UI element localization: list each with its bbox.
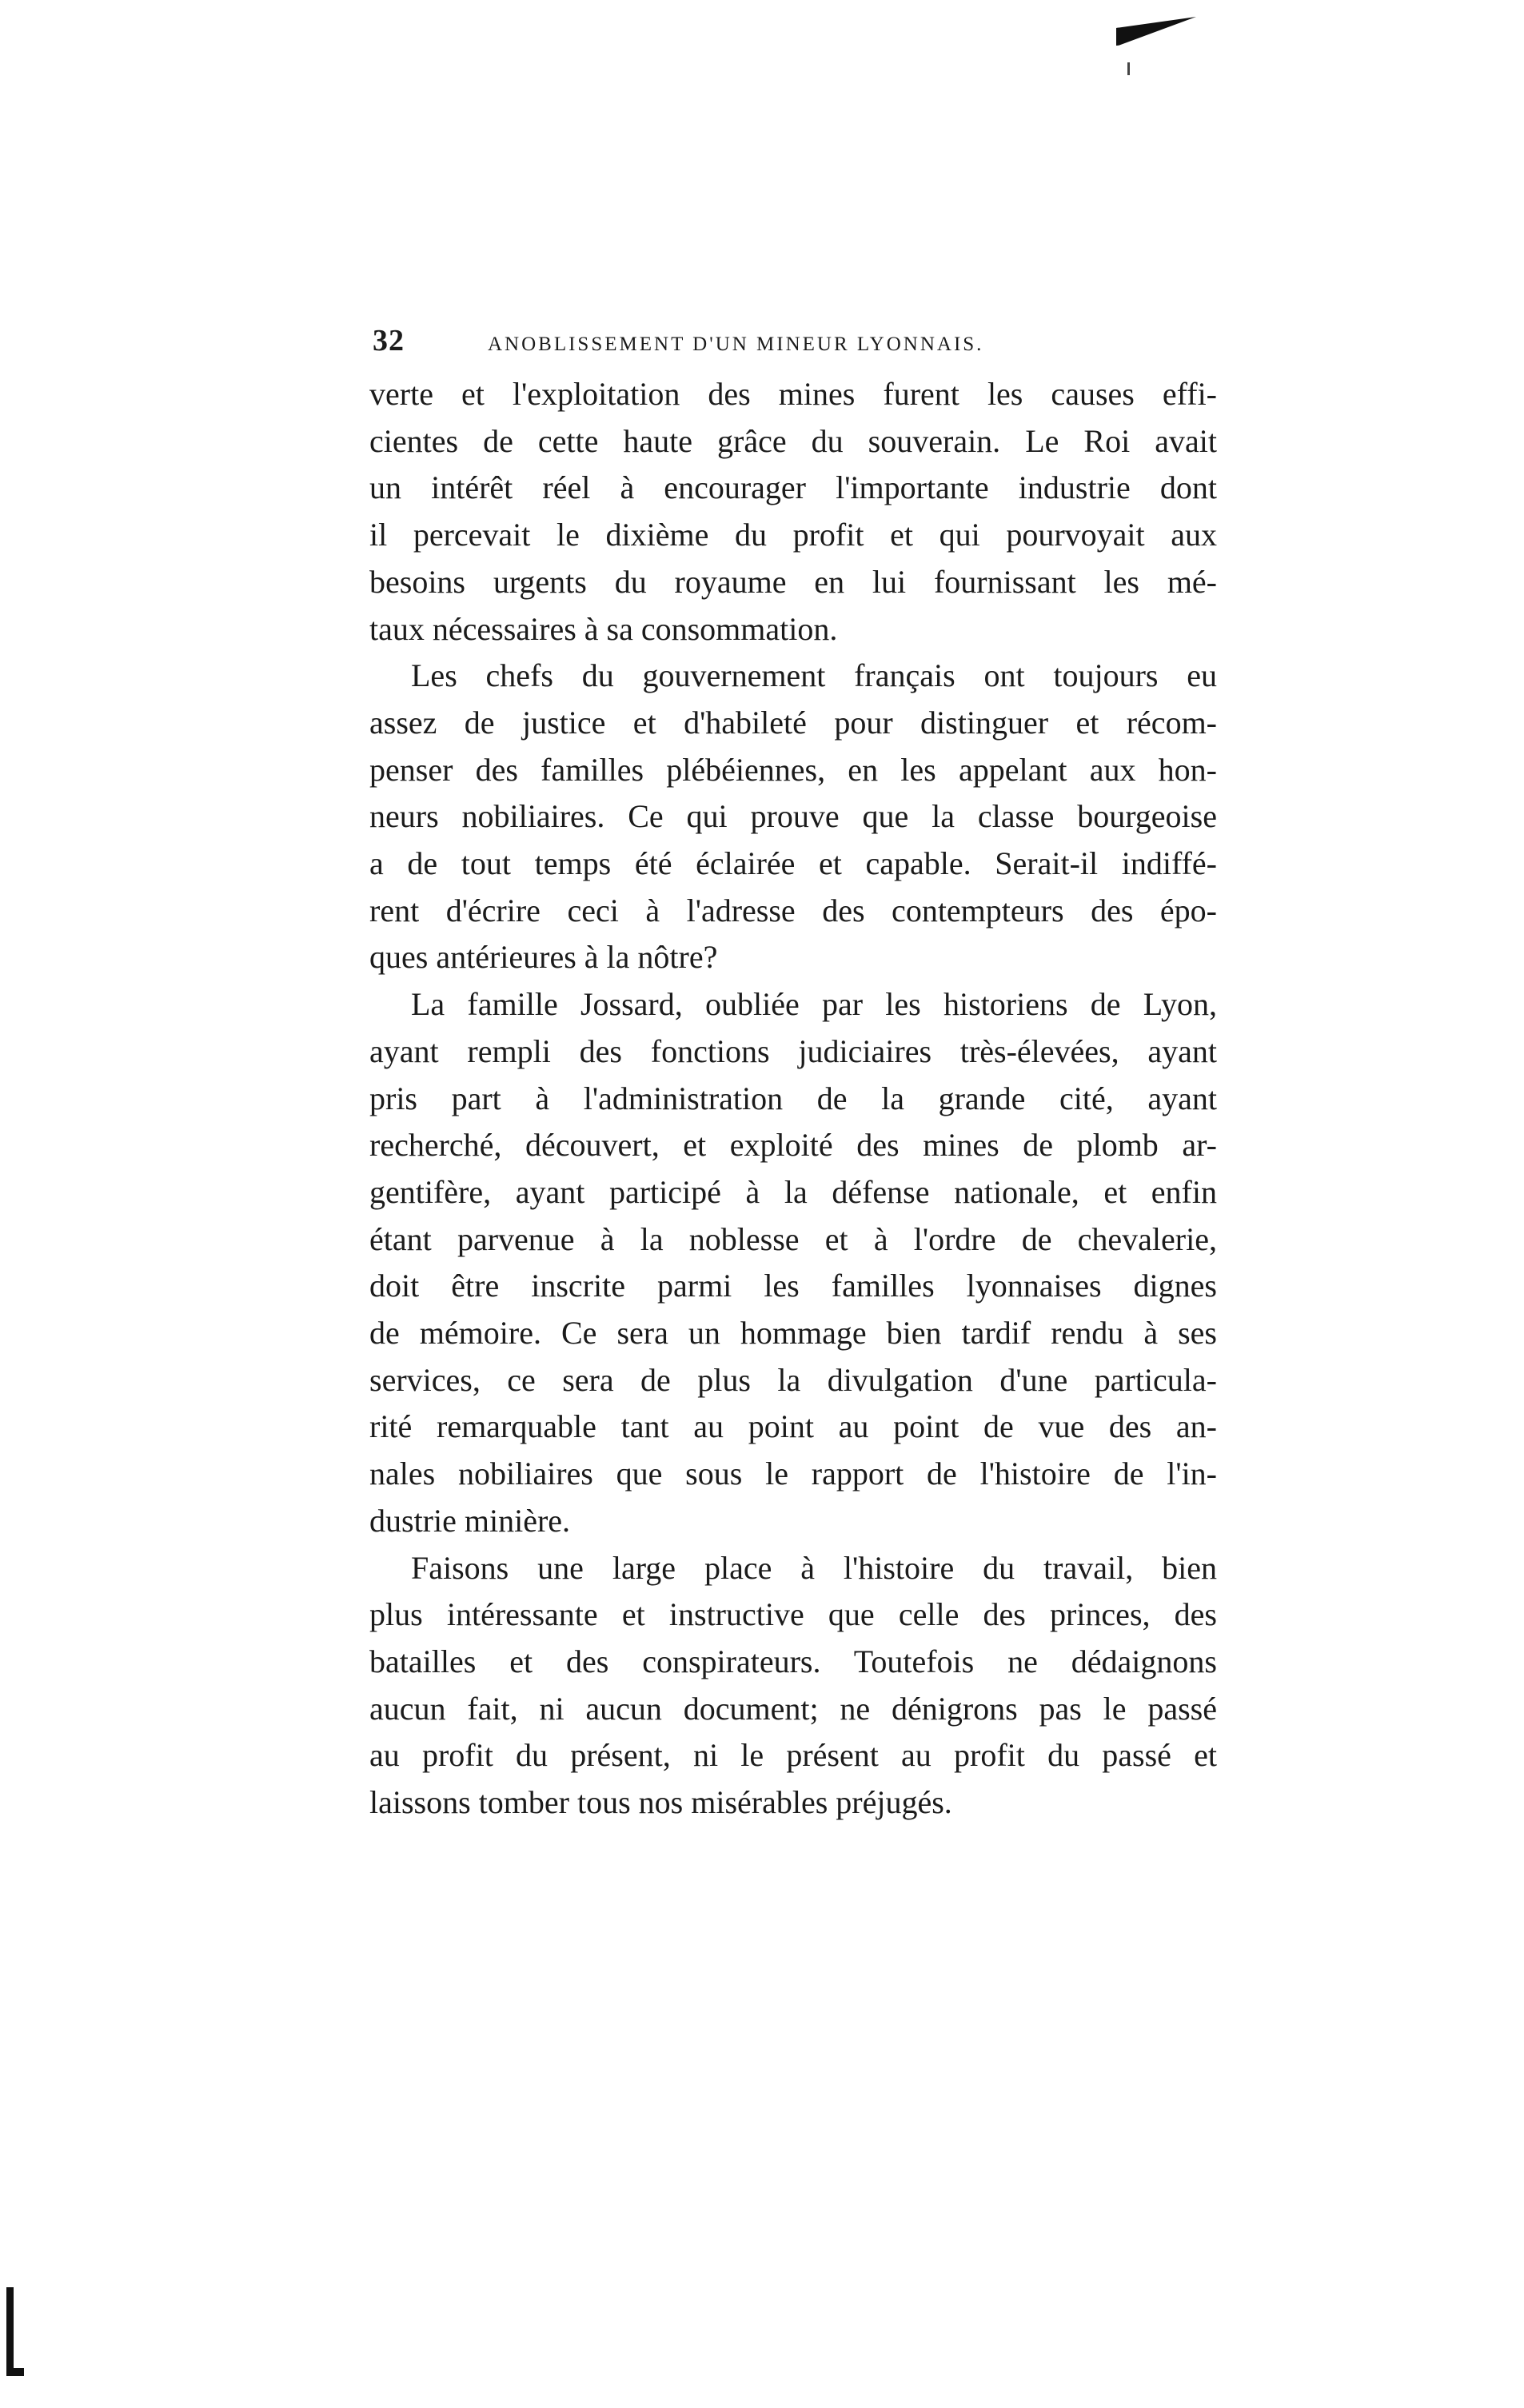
text-line: besoins urgents du royaume en lui fournissant les mé- <box>369 563 1217 600</box>
text-line: neurs nobiliaires. Ce qui prouve que la classe bourgeoise <box>369 798 1217 835</box>
page-header <box>373 323 1220 368</box>
ink-tick-mark <box>1127 62 1130 75</box>
body-text <box>369 371 1217 1827</box>
text-line: aucun fait, ni aucun document; ne dénigrons pas le passé <box>369 1690 1217 1727</box>
text-line: assez de justice et d'habileté pour distinguer et récom- <box>369 704 1217 741</box>
text-line: La famille Jossard, oubliée par les historiens de Lyon, <box>411 986 1217 1023</box>
text-line: recherché, découvert, et exploité des mines de plomb ar- <box>369 1127 1217 1164</box>
running-title: ANOBLISSEMENT D'UN MINEUR LYONNAIS. <box>488 333 984 355</box>
text-line: rité remarquable tant au point au point de vue des an- <box>369 1408 1217 1445</box>
text-line: a de tout temps été éclairée et capable. Serait-il indiffé- <box>369 845 1217 882</box>
text-line: taux nécessaires à sa consommation. <box>369 610 838 647</box>
text-line: ayant rempli des fonctions judiciaires très-élevées, ayant <box>369 1032 1217 1069</box>
text-line: verte et l'exploitation des mines furent les causes effi- <box>369 376 1217 412</box>
text-line: batailles et des conspirateurs. Toutefois ne dédaignons <box>369 1643 1217 1679</box>
text-line: gentifère, ayant participé à la défense nationale, et enfin <box>369 1173 1217 1210</box>
text-line: services, ce sera de plus la divulgation d'une particula- <box>369 1361 1217 1398</box>
text-line: rent d'écrire ceci à l'adresse des contempteurs des épo- <box>369 892 1217 928</box>
text-line: laissons tomber tous nos misérables préjugés. <box>369 1784 952 1821</box>
text-line: penser des familles plébéiennes, en les appelant aux hon- <box>369 751 1217 788</box>
paragraph <box>369 371 1217 653</box>
paragraph <box>369 1545 1217 1827</box>
text-line: Faisons une large place à l'histoire du travail, bien <box>411 1549 1217 1586</box>
text-line: pris part à l'administration de la grande cité, ayant <box>369 1080 1217 1116</box>
text-line: Les chefs du gouvernement français ont toujours eu <box>411 657 1217 694</box>
text-line: il percevait le dixième du profit et qui pourvoyait aux <box>369 517 1217 553</box>
text-line: dustrie minière. <box>369 1502 571 1539</box>
text-line: plus intéressante et instructive que celle des princes, des <box>369 1596 1217 1633</box>
text-line: nales nobiliaires que sous le rapport de l'histoire de l'in- <box>369 1456 1217 1492</box>
text-line: étant parvenue à la noblesse et à l'ordre de chevalerie, <box>369 1220 1217 1257</box>
text-line: de mémoire. Ce sera un hommage bien tardif rendu à ses <box>369 1315 1217 1352</box>
binding-edge-mark <box>6 2287 14 2371</box>
paragraph <box>369 653 1217 981</box>
text-line: un intérêt réel à encourager l'importante industrie dont <box>369 469 1217 506</box>
ink-corner-mark <box>1116 17 1196 46</box>
text-line: doit être inscrite parmi les familles lyonnaises dignes <box>369 1268 1217 1304</box>
text-line: au profit du présent, ni le présent au profit du passé et <box>369 1737 1217 1774</box>
page-number: 32 <box>373 324 405 357</box>
paragraph <box>369 981 1217 1544</box>
text-line: ques antérieures à la nôtre? <box>369 939 718 976</box>
text-line: cientes de cette haute grâce du souverain. Le Roi avait <box>369 422 1217 459</box>
